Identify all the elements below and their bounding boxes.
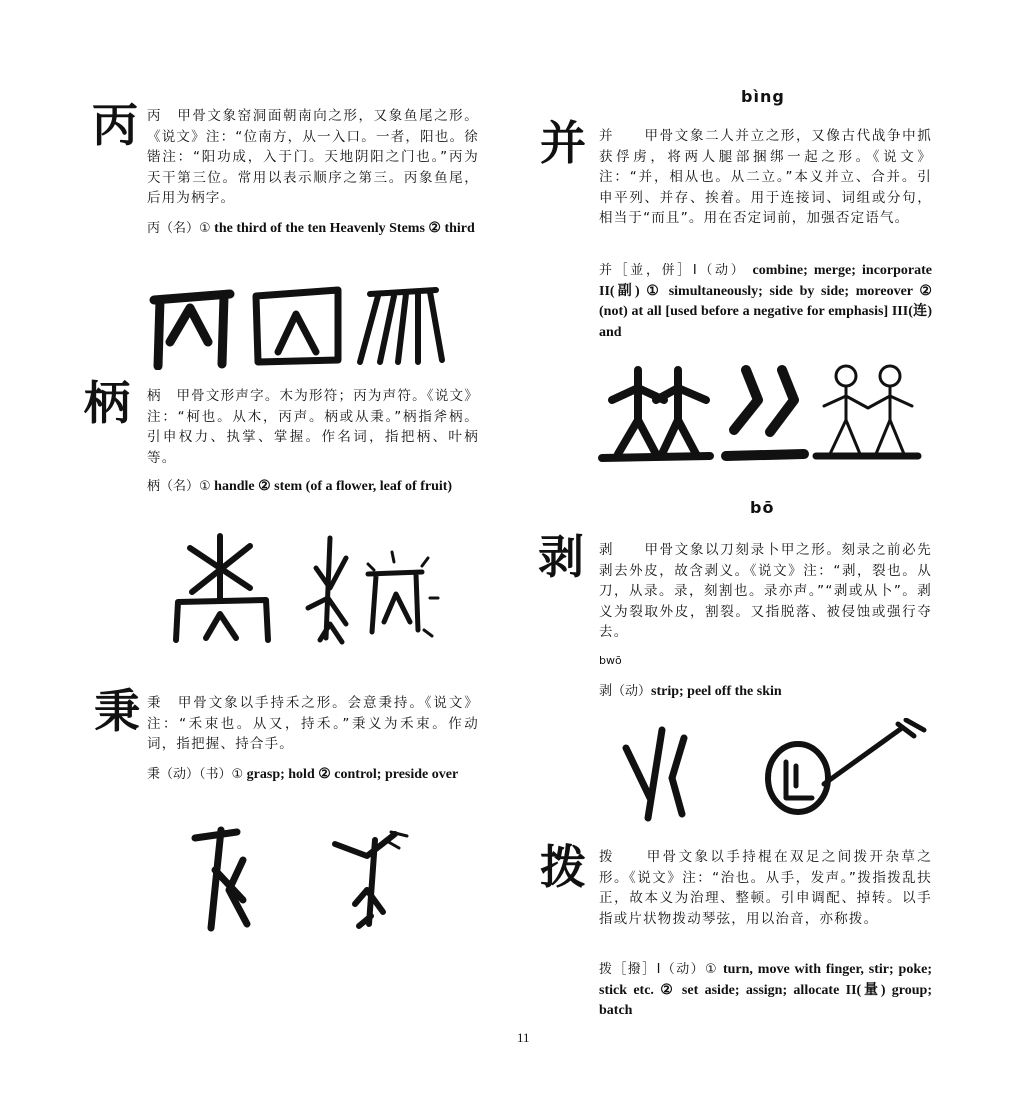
definition-en: grasp; hold ② control; preside over [243,767,459,782]
entry-text-bo-turn: 拨 甲骨文象以手持棍在双足之间拨开杂草之形。《说文》注：“治也。从手，发声。”拨指拨乱扶正，故本义为治理、整顿。引申调配、掉转。以手指或片状物拨动琴弦，用以治音，亦称拨。 [599,849,932,927]
definition-cn: 并［並，併］I（动） [599,263,747,278]
oracle-glyphs-bing3-grasp [185,820,425,940]
oracle-glyph [880,366,900,386]
seal-character-bing3-grasp: 秉 [94,684,140,738]
oracle-glyph [824,720,924,784]
oracle-glyph [335,834,395,926]
seal-character-bing4: 并 [540,116,586,170]
definition-bing3-grasp [147,765,479,786]
pinyin-heading-bo: bō [750,498,775,517]
definition-en: strip; peel off the skin [651,684,782,699]
definition-cn: 柄（名）① [147,479,211,494]
definition-bing3 [147,219,479,240]
oracle-glyphs-bing3-handle [170,528,450,652]
oracle-glyphs-bing4 [598,360,928,470]
oracle-glyph [176,536,268,640]
entry-text-bing3: 丙 甲骨文象窑洞面朝南向之形，又象鱼尾之形。《说文》注：“位南方，从一入口。一者，阳也。徐锴注：“阳功成，入于门。天地阴阳之门也。”丙为天干第三位。常用以表示顺序之第三。丙象鱼尾，后用为柄字。 [147,108,479,206]
definition-cn: 拨［撥］I（动）① [599,962,719,977]
oracle-glyphs-bing3 [148,280,448,370]
seal-character-bing3: 丙 [92,98,138,152]
definition-bing3-handle [147,477,479,498]
oracle-glyph [824,386,912,454]
oracle-glyphs-bo-peel [618,718,938,828]
page-number: 11 [517,1030,530,1045]
definition-en: handle ② stem (of a flower, leaf of fruit) [210,479,453,494]
definition-en: the third of the ten Heavenly Stems ② third [210,221,475,236]
oracle-glyph [360,290,442,362]
definition-bing4 [599,261,932,343]
oracle-glyph [626,730,684,818]
alt-pinyin: bwō [599,654,622,667]
oracle-glyph [602,456,710,458]
oracle-glyph [195,830,247,928]
pinyin-heading-bing: bìng [741,87,785,106]
seal-character-bo-peel: 剥 [538,530,584,584]
definition-en: turn, move with finger, stir; poke; stick etc. ② set aside; assign; allocate II(量) group; batch [599,962,932,1018]
definition-en: combine; merge; incorporate II(副) ① simultaneously; side by side; moreover ② (not) at all [used before a negative for emphasis] III(连) and [599,263,932,340]
oracle-glyph [308,538,346,642]
oracle-glyph [612,370,706,454]
seal-character-bing3-handle: 柄 [84,376,130,430]
definition-cn: 丙（名）① [147,221,211,236]
oracle-glyph [368,552,438,636]
oracle-glyph [786,762,812,798]
oracle-glyph [154,294,230,366]
definition-bo-peel [599,682,932,703]
oracle-glyph [726,370,804,456]
entry-text-bing3-grasp: 秉 甲骨文象以手持禾之形。会意秉持。《说文》注：“禾束也。从又，持禾。”秉义为禾束。作动词，指把握、持合手。 [147,695,479,752]
definition-cn: 秉（动）（书）① [147,767,244,782]
entry-text-bing4: 并 甲骨文象二人并立之形，又像古代战争中抓获俘虏，将两人腿部捆绑一起之形。《说文》注：“并，相从也。从二立。”本义并立、合并。引申平列、并存、挨着。用于连接词、词组或分句，相当于“而且”。用在否定词前，加强否定语气。 [599,128,932,226]
oracle-glyph [368,572,422,632]
oracle-glyph [836,366,856,386]
oracle-glyph [256,290,338,362]
definition-bo-turn [599,960,932,1022]
definition-cn: 剥（动） [599,684,652,699]
entry-text-bo-peel: 剥 甲骨文象以刀刻录卜甲之形。刻录之前必先剥去外皮，故含剥义。《说文》注：“剥，裂也。从刀，从录。录，刻割也。录亦声。”“剥或从卜”。剥义为裂取外皮，割裂。又指脱落、被侵蚀或强行夺去。 [599,542,932,640]
seal-character-bo-turn: 拨 [540,840,586,894]
entry-text-bing3-handle: 柄 甲骨文形声字。木为形符；丙为声符。《说文》注：“柯也。从木，丙声。柄或从秉。”柄指斧柄。引申权力、执掌、掌握。作名词，指把柄、叶柄等。 [147,388,479,466]
